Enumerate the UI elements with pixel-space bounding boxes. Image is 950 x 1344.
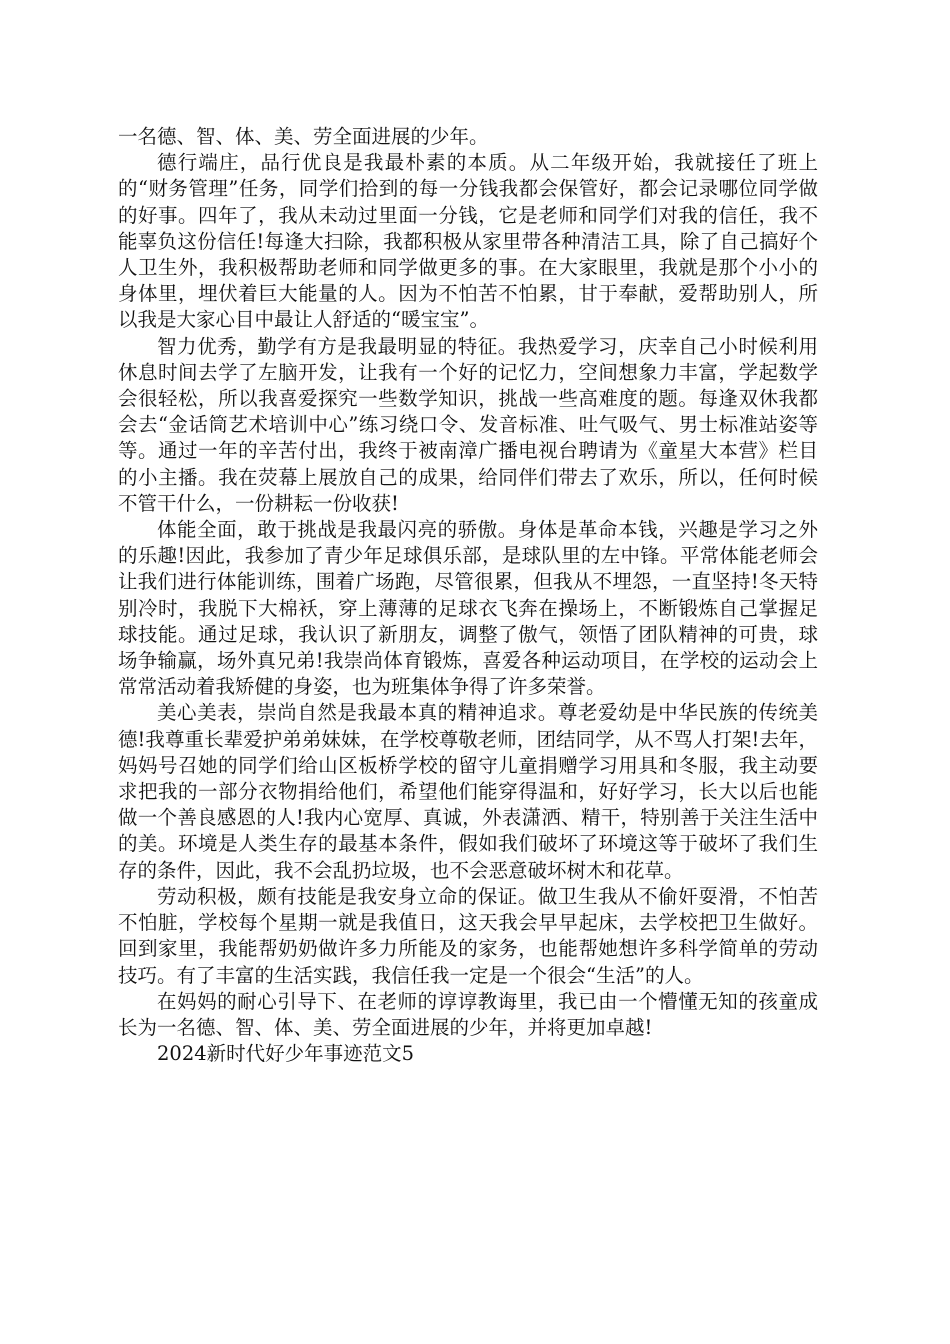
paragraph-labor: 劳动积极，颇有技能是我安身立命的保证。做卫生我从不偷奸耍滑，不怕苦不怕脏，学校每个星期一就是我值日，这天我会早早起床，去学校把卫生做好。回到家里，我能帮奶奶做许多力所能及的家务，也能帮她想许多科学简单的劳动技巧。有了丰富的生活实践，我信任我一定是一个很会“生活”的人。: [118, 884, 818, 987]
document-body: [118, 124, 818, 1067]
paragraph-intelligence: 智力优秀，勤学有方是我最明显的特征。我热爱学习，庆幸自己小时候利用休息时间去学了左脑开发，让我有一个好的记忆力，空间想象力丰富，学起数学会很轻松，所以我喜爱探究一些数学知识，挑战一些高难度的题。每逢双休我都会去“金话筒艺术培训中心”练习绕口令、发音标准、吐气吸气、男士标准站姿等等。通过一年的辛苦付出，我终于被南漳广播电视台聘请为《童星大本营》栏目的小主播。我在荧幕上展放自己的成果，给同伴们带去了欢乐，所以，任何时候不管干什么，一份耕耘一份收获!: [118, 334, 818, 515]
paragraph-aesthetics: 美心美表，崇尚自然是我最本真的精神追求。尊老爱幼是中华民族的传统美德!我尊重长辈爱护弟弟妹妹，在学校尊敬老师，团结同学，从不骂人打架!去年，妈妈号召她的同学们给山区板桥学校的留守儿童捐赠学习用具和冬服，我主动要求把我的一部分衣物捐给他们，希望他们能穿得温和，好好学习，长大以后也能做一个善良感恩的人!我内心宽厚、真诚，外表潇洒、精干，特别善于关注生活中的美。环境是人类生存的最基本条件，假如我们破坏了环境这等于破坏了我们生存的条件，因此，我不会乱扔垃圾，也不会恶意破坏树木和花草。: [118, 701, 818, 882]
paragraph-physical: 体能全面，敢于挑战是我最闪亮的骄傲。身体是革命本钱，兴趣是学习之外的乐趣!因此，我参加了青少年足球俱乐部，是球队里的左中锋。平常体能老师会让我们进行体能训练，围着广场跑，尽管很累，但我从不埋怨，一直坚持!冬天特别冷时，我脱下大棉袄，穿上薄薄的足球衣飞奔在操场上，不断锻炼自己掌握足球技能。通过足球，我认识了新朋友，调整了傲气，领悟了团队精神的可贵，球场争输赢，场外真兄弟!我崇尚体育锻炼，喜爱各种运动项目，在学校的运动会上常常活动着我矫健的身姿，也为班集体争得了许多荣誉。: [118, 518, 818, 699]
paragraph-continuation: 一名德、智、体、美、劳全面进展的少年。: [118, 125, 489, 148]
section-heading: 2024新时代好少年事迹范文5: [157, 1042, 415, 1066]
paragraph-virtue: 德行端庄，品行优良是我最朴素的本质。从二年级开始，我就接任了班上的“财务管理”任务，同学们拾到的每一分钱我都会保管好，都会记录哪位同学做的好事。四年了，我从未动过里面一分钱，它是老师和同学们对我的信任，我不能辜负这份信任!每逢大扫除，我都积极从家里带各种清洁工具，除了自己搞好个人卫生外，我积极帮助老师和同学做更多的事。在大家眼里，我就是那个小小的身体里，埋伏着巨大能量的人。因为不怕苦不怕累，甘于奉献，爱帮助别人，所以我是大家心目中最让人舒适的“暖宝宝”。: [118, 151, 818, 332]
paragraph-conclusion: 在妈妈的耐心引导下、在老师的谆谆教诲里，我已由一个懵懂无知的孩童成长为一名德、智、体、美、劳全面进展的少年，并将更加卓越!: [118, 989, 818, 1039]
